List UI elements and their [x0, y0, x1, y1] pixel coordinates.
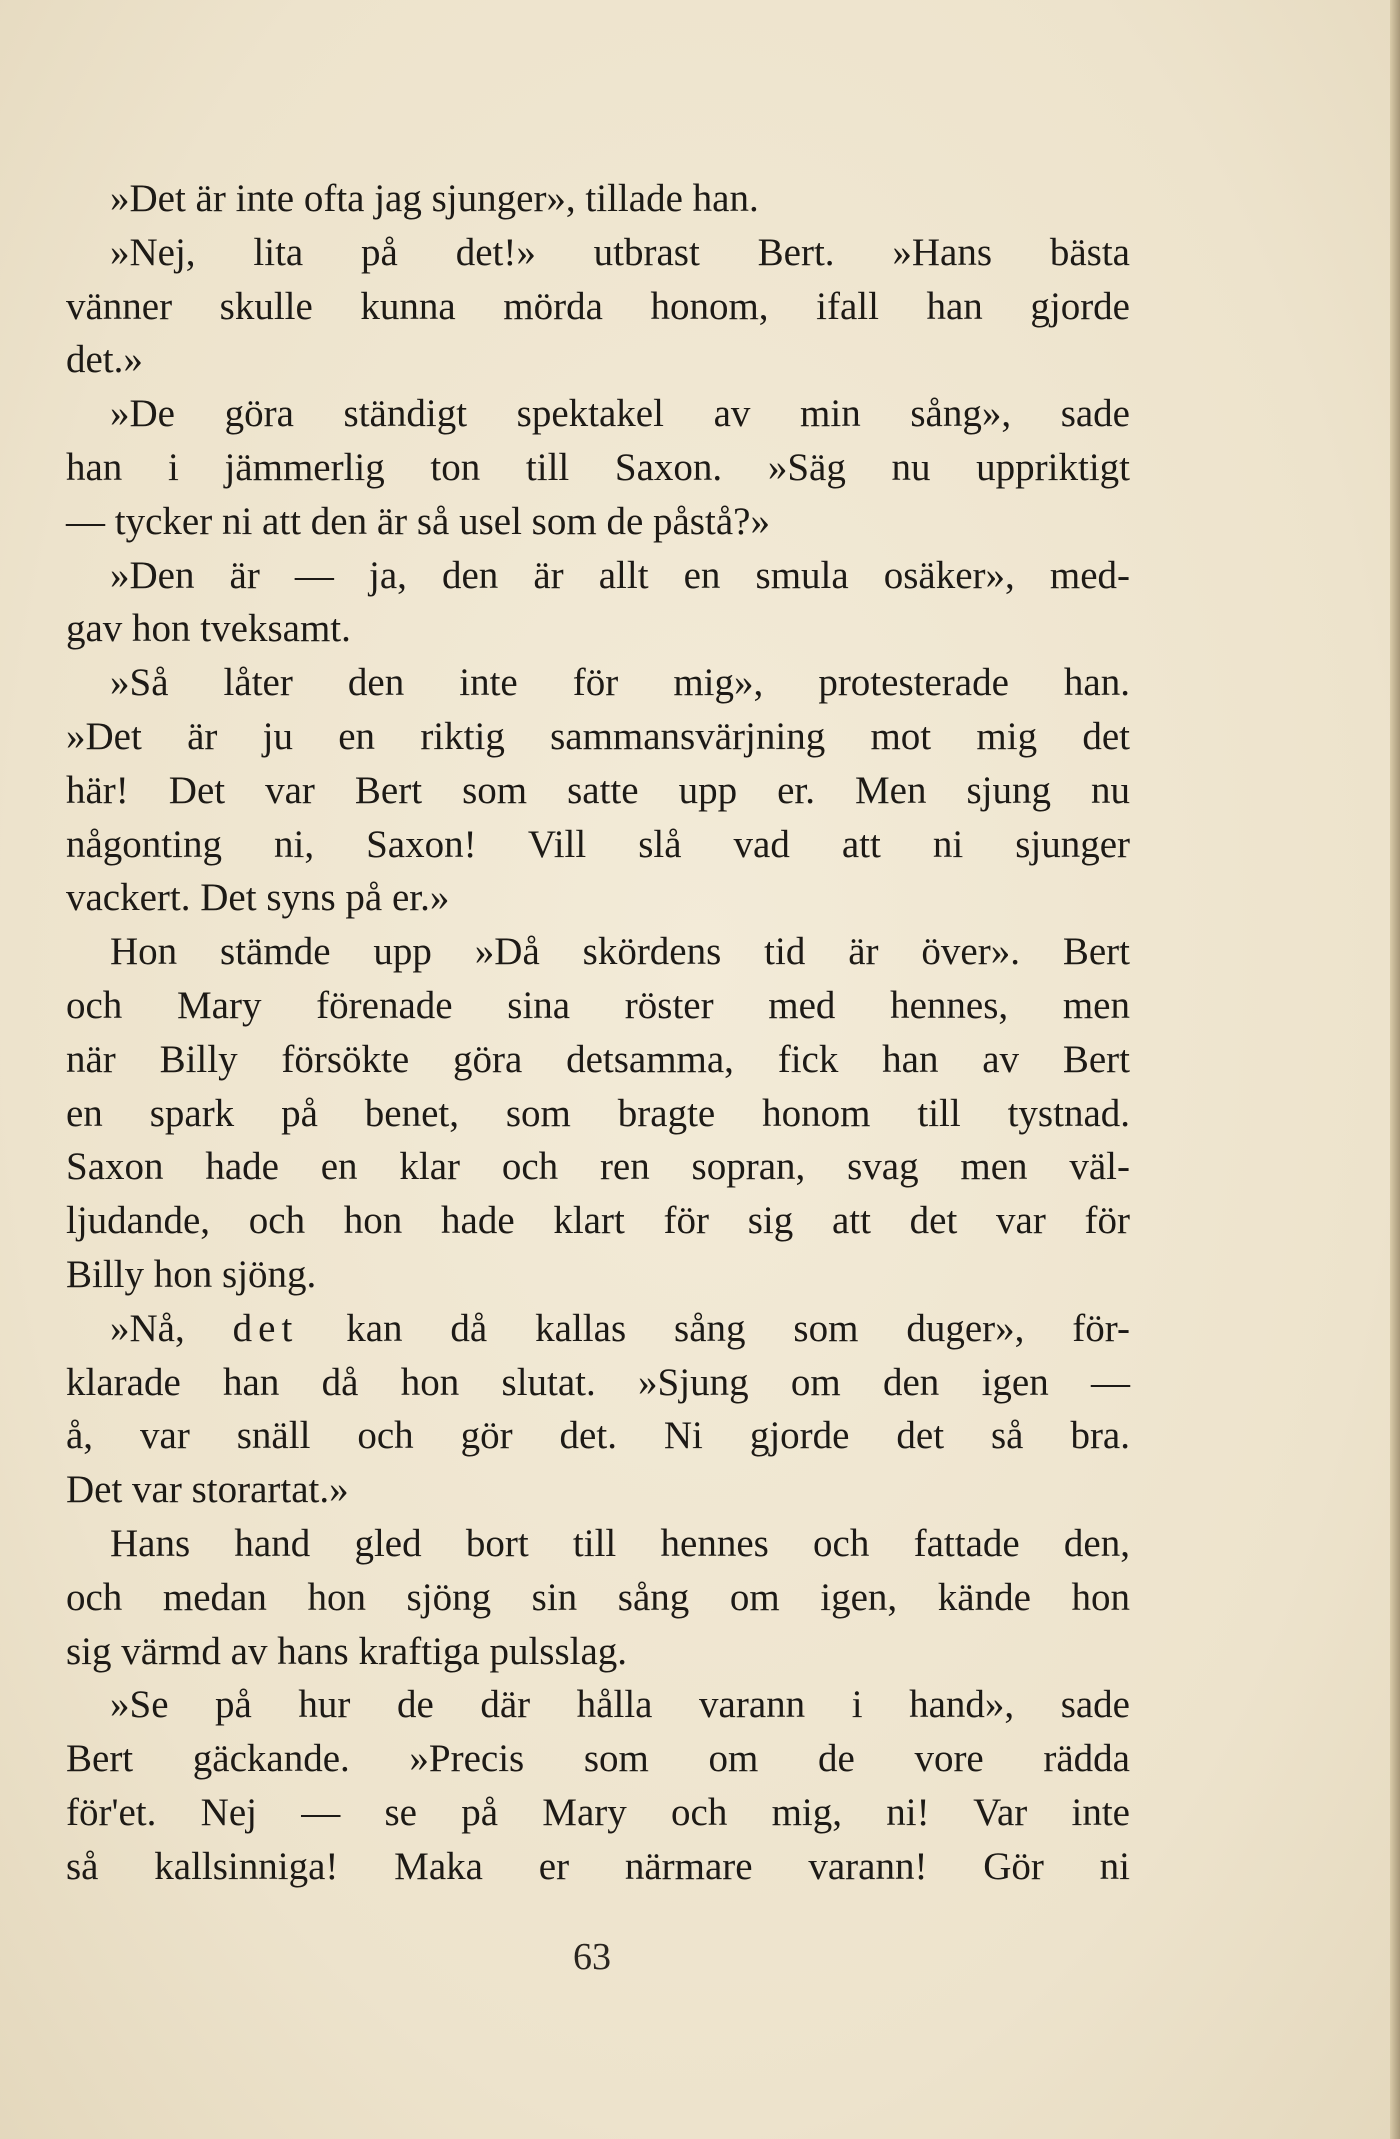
text-line: det.» — [66, 338, 143, 382]
text-line: »Det är inte ofta jag sjunger», tillade han. — [110, 177, 759, 220]
text-line: när Billy försökte göra detsamma, fick han av Bert — [66, 1037, 1130, 1081]
text-line: och Mary förenade sina röster med hennes, men — [66, 983, 1130, 1027]
text-line — [66, 1302, 1130, 1356]
text-line: »Se på hur de där hålla varann i hand», sade — [110, 1683, 1130, 1727]
page-number: 63 — [573, 1936, 611, 1978]
text-line: gav hon tveksamt. — [66, 607, 351, 651]
text-line: Det var storartat.» — [66, 1468, 349, 1512]
text-line: Bert gäckande. »Precis som om de vore rädda — [66, 1737, 1130, 1781]
text-line: så kallsinniga! Maka er närmare varann! Gör ni — [66, 1844, 1130, 1888]
text-line: här! Det var Bert som satte upp er. Men sjung nu — [66, 768, 1130, 812]
text-line: Billy hon sjöng. — [66, 1252, 317, 1296]
text-line: ljudande, och hon hade klart för sig att det var för — [66, 1199, 1130, 1243]
text-line: en spark på benet, som bragte honom till tystnad. — [66, 1091, 1130, 1135]
text-line: »Den är — ja, den är allt en smula osäker», med- — [110, 553, 1130, 597]
text-line: sig värmd av hans kraftiga pulsslag. — [66, 1629, 628, 1673]
body-text — [66, 172, 1130, 1894]
text-line: »Så låter den inte för mig», protesterade han. — [110, 661, 1130, 705]
text-line: klarade han då hon slutat. »Sjung om den igen — — [66, 1360, 1130, 1404]
text-line: han i jämmerlig ton till Saxon. »Säg nu uppriktigt — [66, 445, 1130, 489]
text-line: för'et. Nej — se på Mary och mig, ni! Var inte — [66, 1790, 1130, 1834]
text-line: — tycker ni att den är så usel som de påstå?» — [66, 499, 770, 543]
text-line: Hon stämde upp »Då skördens tid är över». Bert — [110, 930, 1130, 974]
text-line: å, var snäll och gör det. Ni gjorde det så bra. — [66, 1414, 1130, 1458]
text-line: någonting ni, Saxon! Vill slå vad att ni sjunger — [66, 822, 1130, 866]
text-line: och medan hon sjöng sin sång om igen, kände hon — [66, 1575, 1130, 1619]
spaced-word: det — [232, 1306, 299, 1350]
text-line: »Det är ju en riktig sammansvärjning mot mig det — [66, 714, 1130, 758]
text-segment: »Nå, — [110, 1306, 233, 1350]
page-edge — [1390, 0, 1400, 2139]
text-line: »Nej, lita på det!» utbrast Bert. »Hans bästa — [110, 230, 1130, 274]
text-line: Hans hand gled bort till hennes och fattade den, — [110, 1521, 1130, 1565]
text-line: vackert. Det syns på er.» — [66, 876, 450, 920]
text-line: vänner skulle kunna mörda honom, ifall han gjorde — [66, 284, 1130, 328]
text-line: »De göra ständigt spektakel av min sång», sade — [110, 392, 1130, 436]
text-line: Saxon hade en klar och ren sopran, svag men väl- — [66, 1145, 1130, 1189]
text-segment: kan då kallas sång som duger», för- — [298, 1306, 1130, 1350]
